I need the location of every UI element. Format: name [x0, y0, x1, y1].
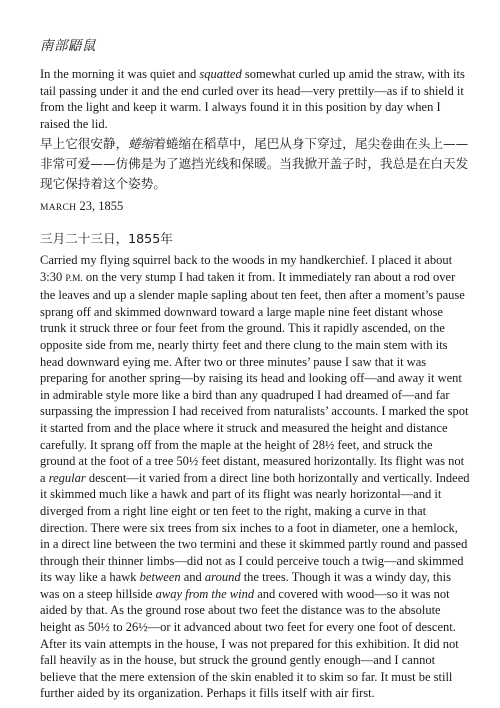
italic-term: around [204, 570, 241, 585]
text-segment: descent—it varied from a direct line both horizontally and vertically. Indeed it skimmed much like a hawk and part of its flight was nearly horizontal—and it diverged from a right line eight or ten feet to the right, making a curve in that direction. There were six trees from six inches to a foot in diameter, one a hemlock, in a direct line between the two termini and these it skimmed partly round and passed through their thinner limbs—did not as I could perceive touch a twig—and skimmed its way like a hawk [40, 470, 470, 585]
italic-term: squatted [199, 67, 242, 81]
text-segment: 早上它很安静， [40, 136, 129, 151]
date-heading-english [40, 199, 470, 214]
italic-term: between [139, 570, 181, 585]
italic-term: 蜷缩 [128, 136, 154, 151]
text-segment: somewhat curled up amid the straw, with its tail passing under it and the end curled over its head—very prettily—as if to shield it from the light and keep it warm. I always found it in this position by day when I raised the lid. [40, 67, 465, 131]
paragraph-2-english [40, 252, 470, 702]
italic-term: away from the wind [155, 586, 255, 601]
italic-term: regular [48, 470, 86, 485]
date-rest: 23, 1855 [76, 199, 124, 213]
text-segment: on the very stump I had taken it from. It immediately ran about a rod over the leaves and up a slender maple sapling about ten feet, then after a moment’s pause sprang off and skimmed downward toward a large maple nine feet distant whose trunk it struck three or four feet from the ground. This it rapidly ascended, on the opposite side from me, nearly thirty feet and there clung to the main stem with its head downward eying me. After two or three minutes’ pause I saw that it was preparing for another spring—by raising its head and looking off—and away it went in admirable style more like a bird than any quadruped I had dreamed of—and far surpassing the impression I had received from naturalists’ accounts. I marked the spot it started from and the place where it struck and measured the height and distance carefully. It sprang off from the maple at the height of 28½ feet, and struck the ground at the foot of a tree 50½ feet distant, measured horizontally. Its flight was not a [40, 269, 469, 485]
date-heading-chinese: 三月二十三日，1855年 [40, 231, 173, 246]
paragraph-1-english [40, 66, 470, 132]
text-segment: and covered with wood—so it was not aided by that. As the ground rose about two feet the distance was to the absolute height as 50½ to 26½—or it advanced about two feet for every one foot of descent. After its vain attempts in the house, I was not prepared for this exhibition. It did not fall heavily as in the house, but struck the ground gently enough—and I cannot believe that the mere extension of the skin enabled it to skim so far. It must be still further aided by its organization. Perhaps it fills itself with air first. [40, 586, 459, 701]
text-segment: and [180, 570, 205, 585]
date-month: MARCH [40, 203, 77, 213]
time-abbrev: P.M. [65, 273, 83, 284]
text-segment: 着蜷缩在稻草中，尾巴从身下穿过，尾尖卷曲在头上——非常可爱——仿佛是为了遮挡光线和保暖。当我掀开盖子时，我总是在白天发现它保持着这个姿势。 [40, 136, 469, 191]
text-segment: the trees. Though it was a windy day, this was on a steep hillside [40, 570, 451, 601]
chinese-title: 南部鼯鼠 [40, 38, 96, 54]
text-segment: Carried my flying squirrel back to the woods in my handkerchief. I placed it about 3:30 [40, 253, 453, 284]
text-segment: In the morning it was quiet and [40, 67, 200, 81]
paragraph-1-chinese [40, 134, 470, 194]
